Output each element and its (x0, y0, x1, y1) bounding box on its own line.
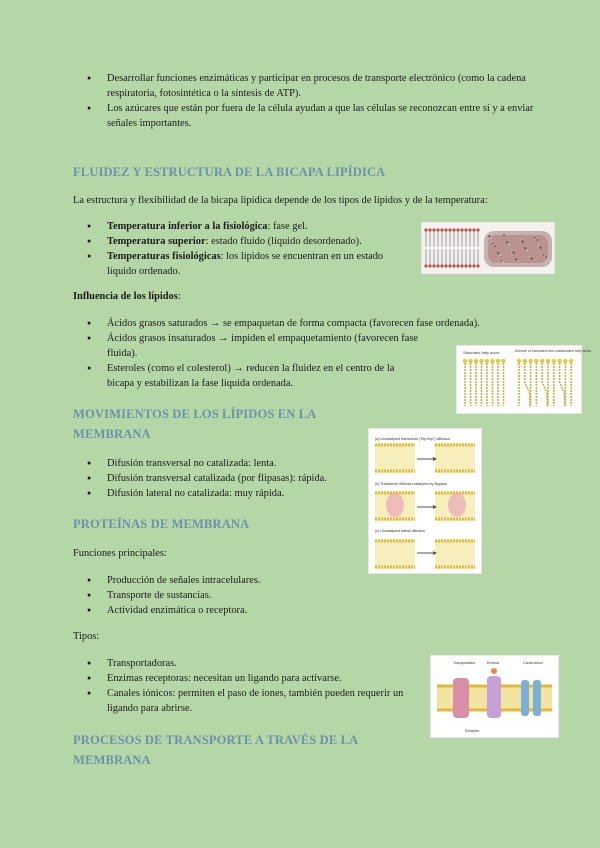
list-item: ● Ácidos grasos insaturados → impiden el empaquetamiento (favorecen fase fluida). (73, 331, 442, 361)
membrane-proteins-diagram (431, 656, 558, 737)
movement-list (73, 456, 363, 501)
list-item: ● Enzimas receptoras: necesitan un ligando para activarse. (73, 671, 418, 686)
membrane-proteins-figure (430, 655, 559, 738)
list-item: ● Desarrollar funciones enzimáticas y participar en procesos de transporte electrónico (como la cadena respiratoria, fotosintética o la síntesis de ATP). (73, 71, 543, 101)
temperature-list (73, 219, 408, 279)
intro-list (73, 71, 543, 131)
fatty-left-label: Saturated fatty acids (463, 350, 500, 355)
section-heading-fluidez: FLUIDEZ Y ESTRUCTURA DE LA BICAPA LIPÍDICA (73, 165, 386, 179)
fatty-acid-diagram (457, 346, 591, 413)
list-item: ● Difusión transversal no catalizada: lenta. (73, 456, 363, 471)
influence-label (73, 289, 181, 304)
list-item: ● Difusión transversal catalizada (por flipasas): rápida. (73, 471, 363, 486)
diffusion-diagram (369, 429, 481, 573)
protein-label-4: Receptor (465, 729, 480, 733)
list-item: ● Transportadoras. (73, 656, 418, 671)
diffusion-figure (368, 428, 482, 574)
list-item: ● Los azúcares que están por fuera de la célula ayudan a que las células se reconozcan entre sí y a enviar señales importantes. (73, 101, 543, 131)
influence-colon: : (177, 291, 181, 302)
fatty-acid-figure (456, 345, 591, 414)
list-item: ● Ácidos grasos saturados → se empaquetan de forma compacta (favorecen fase ordenada). (73, 316, 513, 331)
protein-label-3: Canal iónico (523, 661, 543, 665)
diffusion-label-a: (a) Uncatalyzed transverse ("flip-flop") diffusion (375, 437, 450, 441)
section-heading-movimientos: MOVIMIENTOS DE LOS LÍPIDOS EN LA MEMBRANA (73, 407, 316, 441)
list-item: ● Esteroles (como el colesterol) → reducen la fluidez en el centro de la bicapa y estabilizan la fase líquida ordenada. (73, 361, 419, 391)
fatty-right-label: Mixture of saturated and unsaturated fatty acids (515, 349, 591, 353)
bilayer-figure (421, 222, 555, 274)
list-item (73, 219, 408, 234)
list-item (73, 249, 408, 279)
functions-list (73, 573, 373, 618)
influence-label-text: Influencia de los lípidos (73, 291, 178, 302)
term: Temperaturas fisiológicas (107, 251, 221, 262)
types-label: Tipos: (73, 631, 100, 642)
term-desc: : estado fluido (líquido desordenado). (205, 236, 362, 247)
term-desc: : los lípidos se encuentran en un estado líquido ordenado. (107, 251, 384, 277)
bilayer-diagram (422, 223, 554, 273)
section-heading-procesos: PROCESOS DE TRANSPORTE A TRAVÉS DE LA MEMBRANA (73, 733, 358, 767)
term: Temperatura inferior a la fisiológica (107, 221, 268, 232)
term: Temperatura superior (107, 236, 206, 247)
influence-list (73, 316, 513, 391)
section-heading-proteinas: PROTEÍNAS DE MEMBRANA (73, 517, 250, 531)
list-item: ● Transporte de sustancias. (73, 588, 373, 603)
list-item: ● Actividad enzimática o receptora. (73, 603, 373, 618)
list-item: ● Difusión lateral no catalizada: muy rápida. (73, 486, 363, 501)
diffusion-label-c: (c) Uncatalyzed lateral diffusion (375, 529, 426, 533)
list-item (73, 234, 408, 249)
list-item: ● Canales iónicos: permiten el paso de iones, también pueden requerir un ligando para abrirse. (73, 686, 418, 716)
types-list (73, 656, 418, 716)
term-desc: : fase gel. (267, 221, 308, 232)
diffusion-label-b: (b) Transverse diffusion catalyzed by flippase (375, 482, 447, 486)
list-item: ● Producción de señales intracelulares. (73, 573, 373, 588)
section-intro: La estructura y flexibilidad de la bicapa lipídica depende de los tipos de lípidos y de la temperatura: (73, 195, 488, 206)
protein-label-2: Enzima (487, 661, 499, 665)
functions-label: Funciones principales: (73, 548, 167, 559)
protein-label-1: Transportador (453, 661, 476, 665)
